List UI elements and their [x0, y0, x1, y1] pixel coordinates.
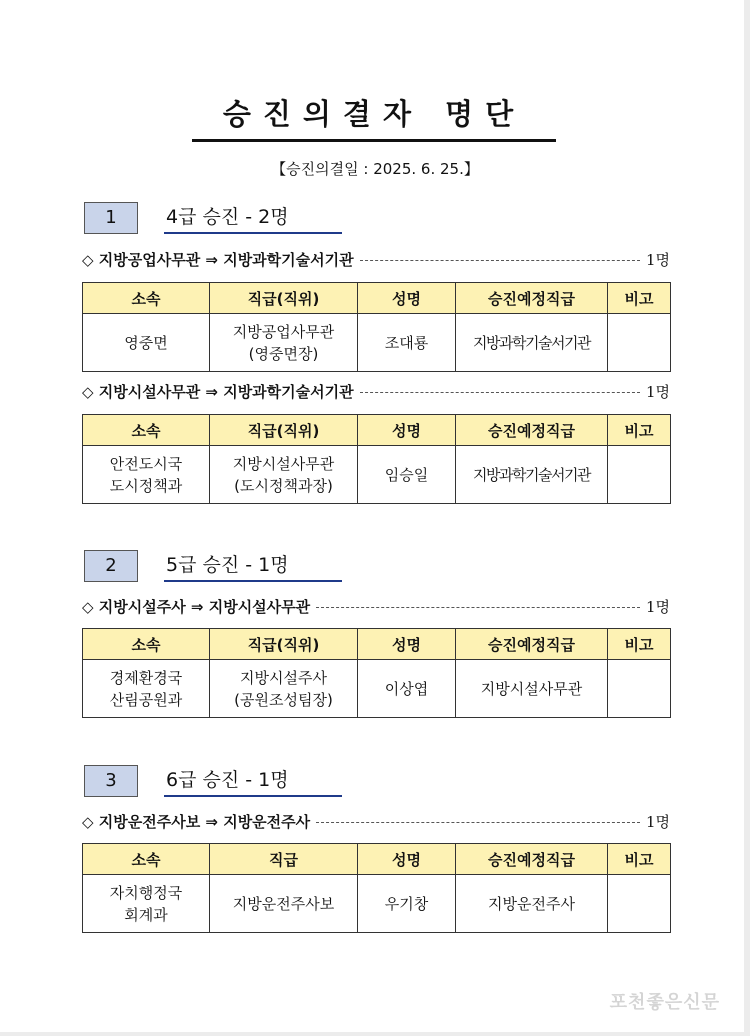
header-remarks: 비고: [608, 844, 671, 875]
cell-planned-rank: 지방시설사무관: [456, 660, 608, 718]
header-name: 성명: [358, 283, 456, 314]
cell-affiliation: 자치행정국 회계과: [83, 875, 210, 933]
leader-dashes: [360, 382, 640, 393]
header-planned-rank: 승진예정직급: [456, 629, 608, 660]
cell-remarks: [608, 446, 671, 504]
promotion-route: [82, 382, 670, 402]
header-rank-position: 직급(직위): [210, 283, 358, 314]
header-remarks: 비고: [608, 415, 671, 446]
cell-planned-rank: 지방운전주사: [456, 875, 608, 933]
header-planned-rank: 승진예정직급: [456, 283, 608, 314]
header-affiliation: 소속: [83, 415, 210, 446]
table-row: [83, 875, 671, 933]
header-remarks: 비고: [608, 283, 671, 314]
promotion-table: [82, 628, 671, 718]
route-count: 1명: [645, 813, 670, 831]
section-number-box: 1: [84, 202, 138, 234]
promotion-route: [82, 812, 670, 832]
resolution-date: 【승진의결일 : 2025. 6. 25.】: [271, 160, 479, 178]
header-affiliation: 소속: [83, 283, 210, 314]
cell-affiliation: 경제환경국 산림공원과: [83, 660, 210, 718]
route-text: ◇ 지방시설사무관 ⇒ 지방과학기술서기관: [82, 383, 354, 401]
publisher-watermark: 포천좋은신문: [609, 992, 720, 1013]
cell-name: 조대룡: [358, 314, 456, 372]
route-count: 1명: [645, 383, 670, 401]
table-header-row: [83, 415, 671, 446]
cell-affiliation: 영중면: [83, 314, 210, 372]
cell-name: 임승일: [358, 446, 456, 504]
route-text: ◇ 지방공업사무관 ⇒ 지방과학기술서기관: [82, 251, 354, 269]
cell-planned-rank: 지방과학기술서기관: [456, 446, 608, 504]
header-rank-position: 직급(직위): [210, 415, 358, 446]
cell-remarks: [608, 875, 671, 933]
cell-rank: 지방공업사무관 (영중면장): [210, 314, 358, 372]
route-text: ◇ 지방운전주사보 ⇒ 지방운전주사: [82, 813, 311, 831]
header-name: 성명: [358, 844, 456, 875]
leader-dashes: [360, 250, 640, 261]
promotion-table: [82, 282, 671, 372]
cell-rank: 지방운전주사보: [210, 875, 358, 933]
page-title: 승진의결자 명단: [192, 92, 556, 142]
section-number-box: 3: [84, 765, 138, 797]
section-title: 6급 승진 - 1명: [164, 765, 342, 797]
table-row: [83, 446, 671, 504]
table-row: [83, 314, 671, 372]
promotion-table: [82, 414, 671, 504]
table-header-row: [83, 629, 671, 660]
cell-remarks: [608, 314, 671, 372]
header-rank: 직급: [210, 844, 358, 875]
cell-planned-rank: 지방과학기술서기관: [456, 314, 608, 372]
promotion-route: [82, 597, 670, 617]
table-header-row: [83, 283, 671, 314]
table-header-row: [83, 844, 671, 875]
header-planned-rank: 승진예정직급: [456, 415, 608, 446]
section-title: 5급 승진 - 1명: [164, 550, 342, 582]
leader-dashes: [316, 812, 640, 823]
header-affiliation: 소속: [83, 629, 210, 660]
cell-rank: 지방시설사무관 (도시정책과장): [210, 446, 358, 504]
leader-dashes: [316, 597, 640, 608]
route-count: 1명: [645, 598, 670, 616]
cell-affiliation: 안전도시국 도시정책과: [83, 446, 210, 504]
cell-name: 이상엽: [358, 660, 456, 718]
header-affiliation: 소속: [83, 844, 210, 875]
header-name: 성명: [358, 629, 456, 660]
header-planned-rank: 승진예정직급: [456, 844, 608, 875]
header-rank-position: 직급(직위): [210, 629, 358, 660]
promotion-table: [82, 843, 671, 933]
header-remarks: 비고: [608, 629, 671, 660]
section-title: 4급 승진 - 2명: [164, 202, 342, 234]
cell-name: 우기창: [358, 875, 456, 933]
cell-remarks: [608, 660, 671, 718]
cell-rank: 지방시설주사 (공원조성팀장): [210, 660, 358, 718]
route-count: 1명: [645, 251, 670, 269]
promotion-route: [82, 250, 670, 270]
table-row: [83, 660, 671, 718]
header-name: 성명: [358, 415, 456, 446]
section-number-box: 2: [84, 550, 138, 582]
route-text: ◇ 지방시설주사 ⇒ 지방시설사무관: [82, 598, 311, 616]
